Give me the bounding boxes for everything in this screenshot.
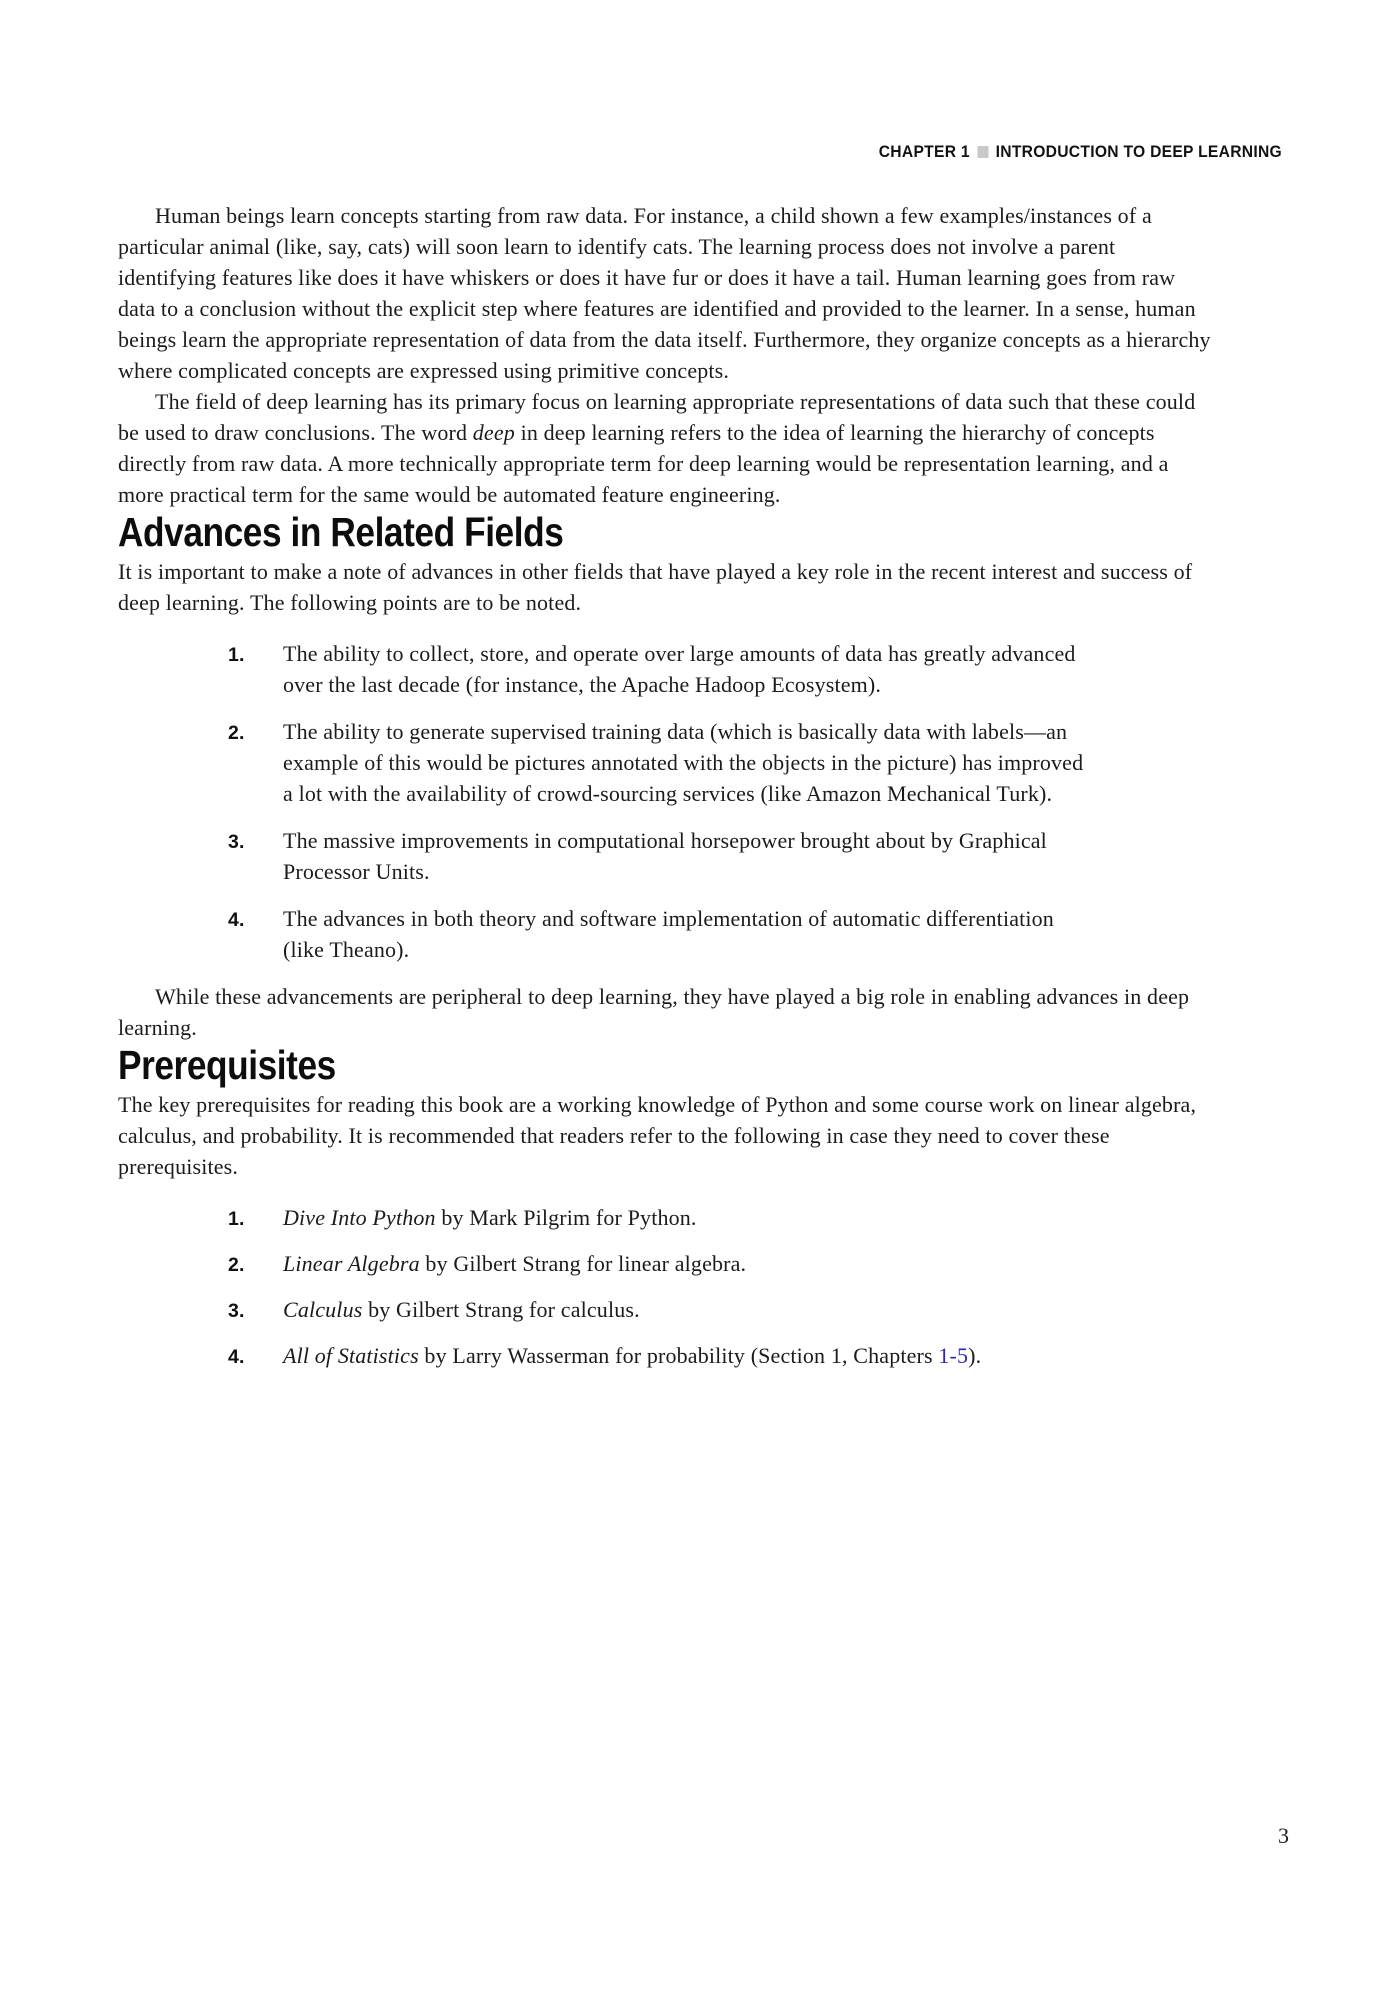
ordered-list-prerequisites	[118, 1202, 1218, 1373]
book-title-italic: Calculus	[283, 1296, 363, 1322]
text-block	[118, 200, 1218, 1386]
list-text: The ability to generate supervised training data (which is basically data with labels—an example of this would be pictures annotated with the objects in the picture) has improved a lot with the availability of crowd-sourcing services (like Amazon Mechanical Turk).	[283, 718, 1084, 806]
list-text: Dive Into Python by Mark Pilgrim for Python.	[283, 1204, 697, 1230]
section-heading-advances: Advances in Related Fields	[118, 509, 564, 555]
list-number: 4.	[228, 1345, 245, 1368]
book-title-italic: Dive Into Python	[283, 1204, 436, 1230]
separator-square-icon	[977, 146, 988, 158]
list-number: 3.	[228, 830, 245, 853]
chapters-link[interactable]: 1-5	[938, 1342, 969, 1368]
chapter-label: CHAPTER 1	[878, 142, 970, 161]
paragraph: The key prerequisites for reading this book are a working knowledge of Python and some course work on linear algebra, calculus, and probability. It is recommended that readers refer to the following in case they need to cover these prerequisites.	[118, 1091, 1197, 1179]
list-item	[118, 1340, 1218, 1373]
list-text: The massive improvements in computational horsepower brought about by Graphical Processor Units.	[283, 827, 1047, 884]
list-item	[118, 825, 1218, 887]
list-text: The advances in both theory and software implementation of automatic differentiation (like Theano).	[283, 905, 1054, 962]
list-number: 4.	[228, 908, 245, 931]
section-heading-prerequisites: Prerequisites	[118, 1041, 336, 1088]
list-item	[118, 1248, 1218, 1281]
list-item	[118, 638, 1218, 700]
list-item	[118, 903, 1218, 965]
list-text: The ability to collect, store, and operate over large amounts of data has greatly advanced over the last decade (for instance, the Apache Hadoop Ecosystem).	[283, 640, 1076, 697]
paragraph: While these advancements are peripheral to deep learning, they have played a big role in enabling advances in deep learning.	[118, 983, 1190, 1040]
italic-term: deep	[472, 420, 515, 445]
running-head-title: INTRODUCTION TO DEEP LEARNING	[995, 142, 1282, 161]
list-number: 2.	[228, 721, 245, 744]
list-item	[118, 1202, 1218, 1235]
list-number: 3.	[228, 1299, 245, 1322]
list-item	[118, 716, 1218, 809]
page-number: 3	[1278, 1823, 1289, 1848]
list-text: Calculus by Gilbert Strang for calculus.	[283, 1296, 640, 1322]
list-item	[118, 1294, 1218, 1327]
list-text: All of Statistics by Larry Wasserman for probability (Section 1, Chapters 1-5).	[283, 1342, 982, 1368]
book-title-italic: All of Statistics	[283, 1342, 419, 1368]
book-title-italic: Linear Algebra	[283, 1250, 420, 1276]
list-number: 1.	[228, 643, 245, 666]
ordered-list-advances	[118, 638, 1218, 965]
running-head	[211, 142, 1282, 162]
paragraph: It is important to make a note of advances in other fields that have played a key role in the recent interest and success of deep learning. The following points are to be noted.	[118, 558, 1193, 615]
list-number: 1.	[228, 1207, 245, 1230]
list-text: Linear Algebra by Gilbert Strang for linear algebra.	[283, 1250, 747, 1276]
paragraph: The field of deep learning has its primary focus on learning appropriate representations of data such that these could be used to draw conclusions. The word deep in deep learning refers to the idea of learning the hierarchy of concepts directly from raw data. A more technically appropriate term for deep learning would be representation learning, and a more practical term for the same would be automated feature engineering.	[118, 389, 1196, 507]
paragraph: Human beings learn concepts starting from raw data. For instance, a child shown a few examples/instances of a particular animal (like, say, cats) will soon learn to identify cats. The learning process does not involve a parent identifying features like does it have whiskers or does it have fur or does it have a tail. Human learning goes from raw data to a conclusion without the explicit step where features are identified and provided to the learner. In a sense, human beings learn the appropriate representation of data from the data itself. Furthermore, they organize concepts as a hierarchy where complicated concepts are expressed using primitive concepts.	[118, 203, 1211, 383]
list-number: 2.	[228, 1253, 245, 1276]
